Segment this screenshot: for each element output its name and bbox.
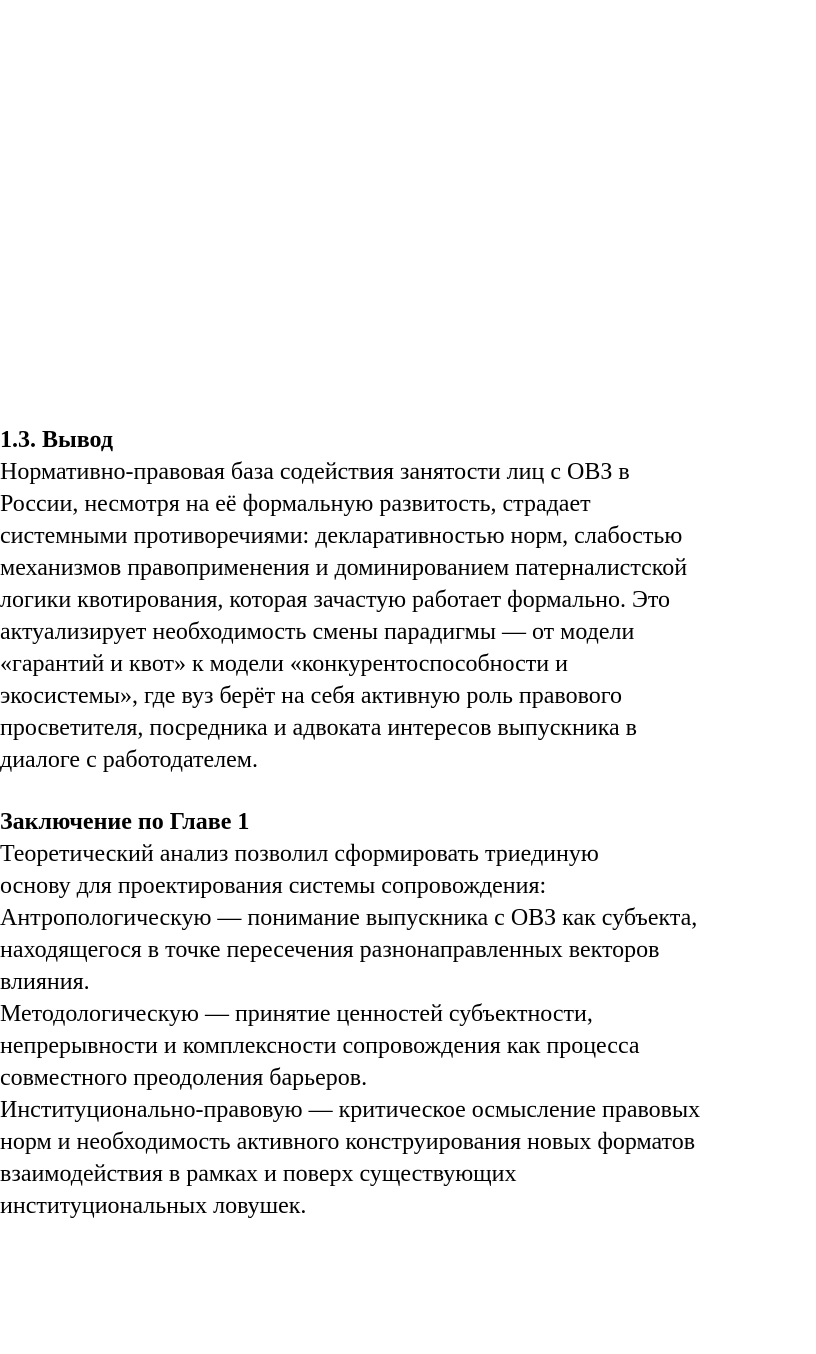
text-line: логики квотирования, которая зачастую работает формально. Это — [0, 587, 671, 613]
text-line: актуализирует необходимость смены парадигмы — от модели — [0, 619, 635, 645]
section-chapter-1-summary — [0, 806, 816, 1222]
text-line: непрерывности и комплексности сопровождения как процесса — [0, 1033, 640, 1059]
text-line: взаимодействия в рамках и поверх существующих — [0, 1161, 517, 1187]
text-line: «гарантий и квот» к модели «конкурентоспособности и — [0, 651, 568, 677]
text-line: основу для проектирования системы сопровождения: — [0, 873, 547, 899]
text-line: системными противоречиями: декларативностью норм, слабостью — [0, 523, 683, 549]
section-body — [0, 838, 816, 1222]
text-line: норм и необходимость активного конструирования новых форматов — [0, 1129, 696, 1155]
text-line: диалоге с работодателем. — [0, 747, 258, 773]
text-line: России, несмотря на её формальную развитость, страдает — [0, 491, 591, 517]
text-line: Нормативно-правовая база содействия занятости лиц с ОВЗ в — [0, 459, 630, 485]
text-line: Теоретический анализ позволил сформировать триединую — [0, 841, 599, 867]
section-heading: 1.3. Вывод — [0, 427, 113, 453]
section-heading: Заключение по Главе 1 — [0, 809, 250, 835]
text-line: механизмов правоприменения и доминированием патерналистской — [0, 555, 688, 581]
text-line: Институционально-правовую — критическое осмысление правовых — [0, 1097, 701, 1123]
text-line: находящегося в точке пересечения разнонаправленных векторов — [0, 937, 660, 963]
section-body — [0, 456, 816, 776]
text-line: просветителя, посредника и адвоката интересов выпускника в — [0, 715, 637, 741]
text-line: институциональных ловушек. — [0, 1193, 307, 1219]
text-line: Антропологическую — понимание выпускника с ОВЗ как субъекта, — [0, 905, 698, 931]
text-line: совместного преодоления барьеров. — [0, 1065, 368, 1091]
text-line: Методологическую — принятие ценностей субъектности, — [0, 1001, 593, 1027]
section-conclusion-1-3 — [0, 424, 816, 776]
text-line: влияния. — [0, 969, 90, 995]
text-line: экосистемы», где вуз берёт на себя активную роль правового — [0, 683, 622, 709]
